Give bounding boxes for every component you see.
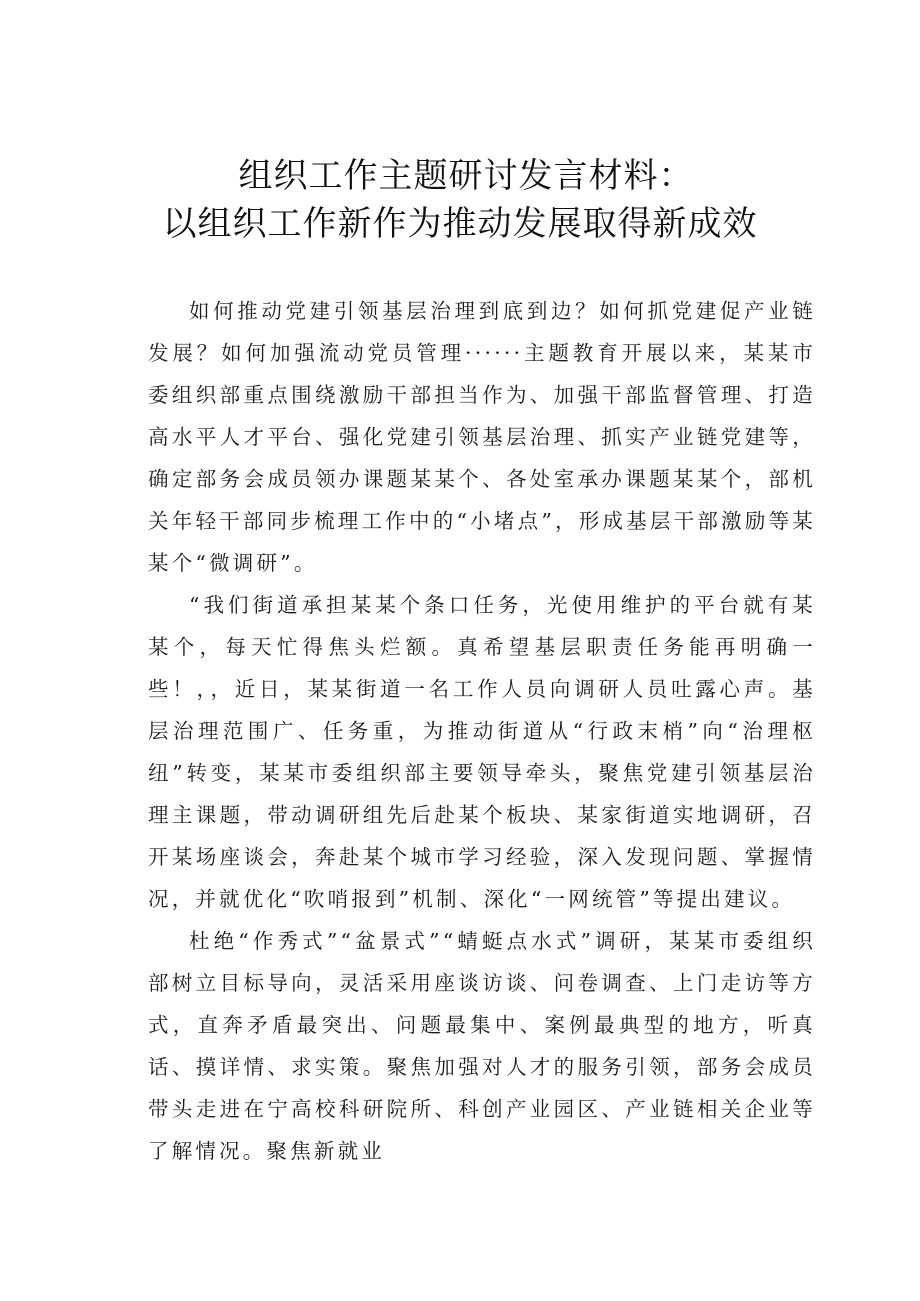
title-line-2: 以组织工作新作为推动发展取得新成效 — [162, 204, 758, 244]
title-line-1: 组织工作主题研讨发言材料： — [238, 156, 694, 196]
document-body — [148, 290, 816, 1172]
paragraph-2: “我们街道承担某某个条口任务，光使用维护的平台就有某某个，每天忙得焦头烂额。真希望基层职责任务能再明确一些！，，近日，某某街道一名工作人员向调研人员吐露心声。基层治理范围广、任务重，为推动街道从“行政末梢”向“治理枢纽”转变，某某市委组织部主要领导牵头，聚焦党建引领基层治理主课题，带动调研组先后赴某个板块、某家街道实地调研，召开某场座谈会，奔赴某个城市学习经验，深入发现问题、掌握情况，并就优化“吹哨报到”机制、深化“一网统管”等提出建议。 — [148, 593, 816, 911]
paragraph-1: 如何推动党建引领基层治理到底到边？如何抓党建促产业链发展？如何加强流动党员管理······主题教育开展以来，某某市委组织部重点围绕激励干部担当作为、加强干部监督管理、打造高水平人才平台、强化党建引领基层治理、抓实产业链党建等，确定部务会成员领办课题某某个、各处室承办课题某某个，部机关年轻干部同步梳理工作中的“小堵点”，形成基层干部激励等某某个“微调研”。 — [148, 299, 816, 575]
document-title — [0, 152, 920, 248]
paragraph-3: 杜绝“作秀式”“盆景式”“蜻蜓点水式”调研，某某市委组织部树立目标导向，灵活采用座谈访谈、问卷调查、上门走访等方式，直奔矛盾最突出、问题最集中、案例最典型的地方，听真话、摸详情、求实策。聚焦加强对人才的服务引领，部务会成员带头走进在宁高校科研院所、科创产业园区、产业链相关企业等了解情况。聚焦新就业 — [148, 929, 816, 1163]
